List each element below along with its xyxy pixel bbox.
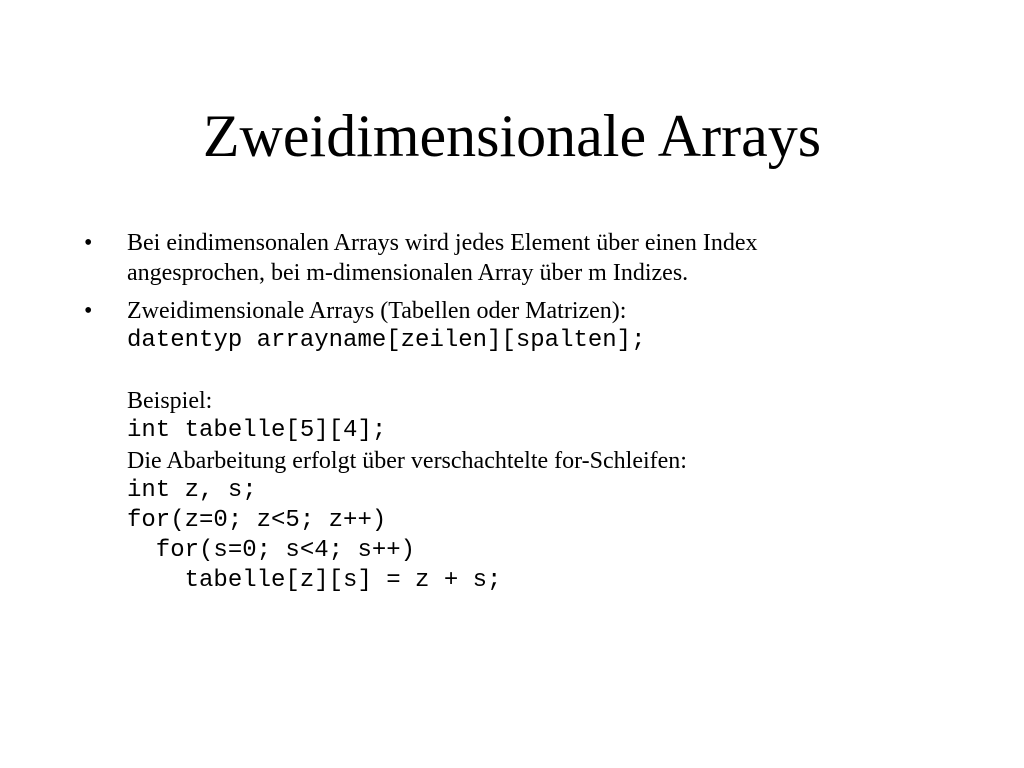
bullet-marker: • xyxy=(84,298,93,324)
bullet-item-2d-arrays xyxy=(84,296,964,596)
bullet-list xyxy=(84,228,964,596)
bullet-marker: • xyxy=(84,230,93,256)
bullet-item-1d-arrays xyxy=(84,228,964,288)
bullet-text-line: angesprochen, bei m-dimensionalen Array über m Indizes. xyxy=(127,260,689,286)
loop-code-line: int z, s; xyxy=(127,477,257,504)
slide-title: Zweidimensionale Arrays xyxy=(202,103,822,169)
bullet-text-line: Bei eindimensonalen Arrays wird jedes Element über einen Index xyxy=(127,230,758,256)
example-code: int tabelle[5][4]; xyxy=(127,417,387,444)
spacer xyxy=(127,356,964,386)
example-label: Beispiel: xyxy=(127,388,213,414)
loop-code-line: for(z=0; z<5; z++) xyxy=(127,507,387,534)
syntax-code: datentyp arrayname[zeilen][spalten]; xyxy=(127,327,646,354)
loop-code-line: for(s=0; s<4; s++) xyxy=(127,537,416,564)
loop-description: Die Abarbeitung erfolgt über verschachtelte for-Schleifen: xyxy=(127,448,687,474)
bullet-heading: Zweidimensionale Arrays (Tabellen oder Matrizen): xyxy=(127,298,627,324)
loop-code-line: tabelle[z][s] = z + s; xyxy=(127,567,502,594)
